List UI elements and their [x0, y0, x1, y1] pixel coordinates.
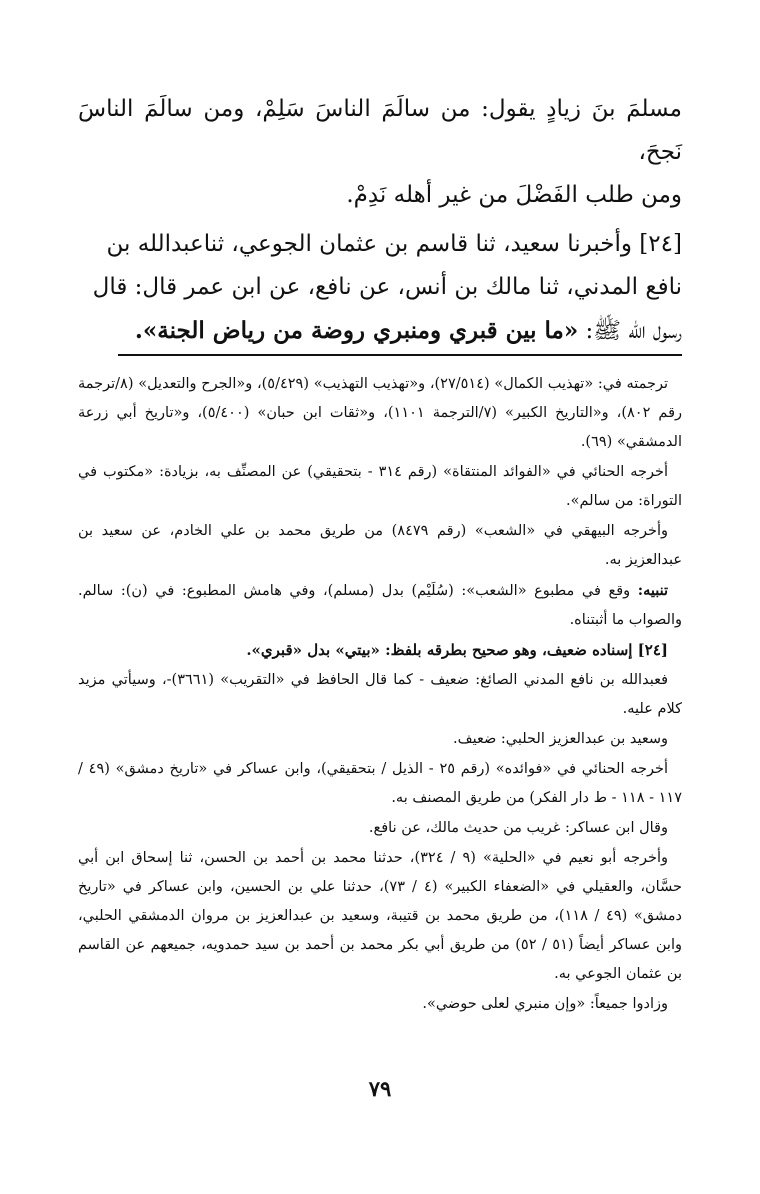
footnote-divider: [118, 354, 682, 356]
footnote-hinnai-fawaid: أخرجه الحنائي في «فوائده» (رقم ٢٥ - الذيل / بتحقيقي)، وابن عساكر في «تاريخ دمشق» (٤٩ / ١١٧ - ١١٨ - ط دار الفكر) من طريق المصنف به.: [78, 761, 682, 806]
warning-label: تنبيه:: [637, 582, 669, 599]
page-number: ٧٩: [368, 1076, 392, 1101]
footnote-abu-nuaym: وأخرجه أبو نعيم في «الحلية» (٩ / ٣٢٤)، حدثنا محمد بن أحمد بن الحسن، ثنا إسحاق ابن أبي حسَّان، والعقيلي في «الضعفاء الكبير» (٤ / ٧٣)، حدثنا علي بن الحسين، وابن عساكر في «تاريخ دمشق» (٤٩ / ١١٨)، من طريق محمد بن قتيبة، وسعيد بن عبدالعزيز بن مروان الدمشقي الحلبي، وابن عساكر أيضاً (٥١ / ٥٢) من طريق أبي بكر محمد بن أحمد بن سيد حمدويه، جميعهم عن القاسم بن عثمان الجوعي به.: [78, 850, 683, 982]
footnote-hinnai: أخرجه الحنائي في «الفوائد المنتقاة» (رقم ٣١٤ - بتحقيقي) عن المصنِّف به، بزيادة: «مكتوب في التوراة: من سالم».: [78, 464, 682, 509]
footnote-saeed: وسعيد بن عبدالعزيز الحلبي: ضعيف.: [452, 731, 668, 747]
hadith-text: «ما بين قبري ومنبري روضة من رياض الجنة».: [134, 317, 579, 344]
footnote-warning: [78, 576, 682, 635]
warning-text: وقع في مطبوع «الشعب»: (سُلَيْم) بدل (مسلم)، وفي هامش المطبوع: في (ن): سالم. والصواب ما أثبتناه.: [78, 583, 682, 628]
main-line-hadith: [78, 309, 682, 353]
footnotes: [78, 370, 682, 1019]
main-line: [٢٤] وأخبرنا سعيد، ثنا قاسم بن عثمان الجوعي، ثناعبدالله بن: [106, 231, 682, 257]
footnote-addition: وزادوا جميعاً: «وإن منبري لعلى حوضي».: [422, 996, 668, 1012]
main-line: ومن طلب الفَضْلَ من غير أهله نَدِمْ.: [346, 182, 682, 208]
footnote-biography: ترجمته في: «تهذيب الكمال» (٢٧/٥١٤)، و«تهذيب التهذيب» (٥/٤٢٩)، و«الجرح والتعديل» (٨/ترجمة رقم ٨٠٢)، و«التاريخ الكبير» (٧/الترجمة ١١٠١)، و«ثقات ابن حبان» (٥/٤٠٠)، و«تاريخ أبي زرعة الدمشقي» (٦٩).: [78, 376, 682, 450]
main-line: مسلمَ بنَ زيادٍ يقول: من سالَمَ الناسَ سَلِمْ، ومن سالَمَ الناسَ نَجحَ،: [78, 96, 682, 165]
footnote-bayhaqi: وأخرجه البيهقي في «الشعب» (رقم ٨٤٧٩) من طريق محمد بن علي الخادم، عن سعيد بن عبدالعزيز به.: [78, 523, 682, 568]
main-paragraph-1: [78, 88, 682, 217]
main-paragraph-2: [78, 223, 682, 353]
footnote-isnad-heading: [٢٤] إسناده ضعيف، وهو صحيح بطرقه بلفظ: «بيتي» بدل «قبري».: [246, 641, 668, 659]
main-line: نافع المدني، ثنا مالك بن أنس، عن نافع، عن ابن عمر قال: قال: [92, 274, 682, 300]
main-line-lead: رسول الله ﷺ:: [578, 318, 682, 344]
main-text: [78, 88, 682, 353]
footnote-abdullah: فعبدالله بن نافع المدني الصائغ: ضعيف - كما قال الحافظ في «التقريب» (٣٦٦١)-، وسيأتي مزيد كلام عليه.: [78, 672, 682, 717]
footnote-ibn-asakir: وقال ابن عساكر: غريب من حديث مالك، عن نافع.: [368, 820, 668, 836]
